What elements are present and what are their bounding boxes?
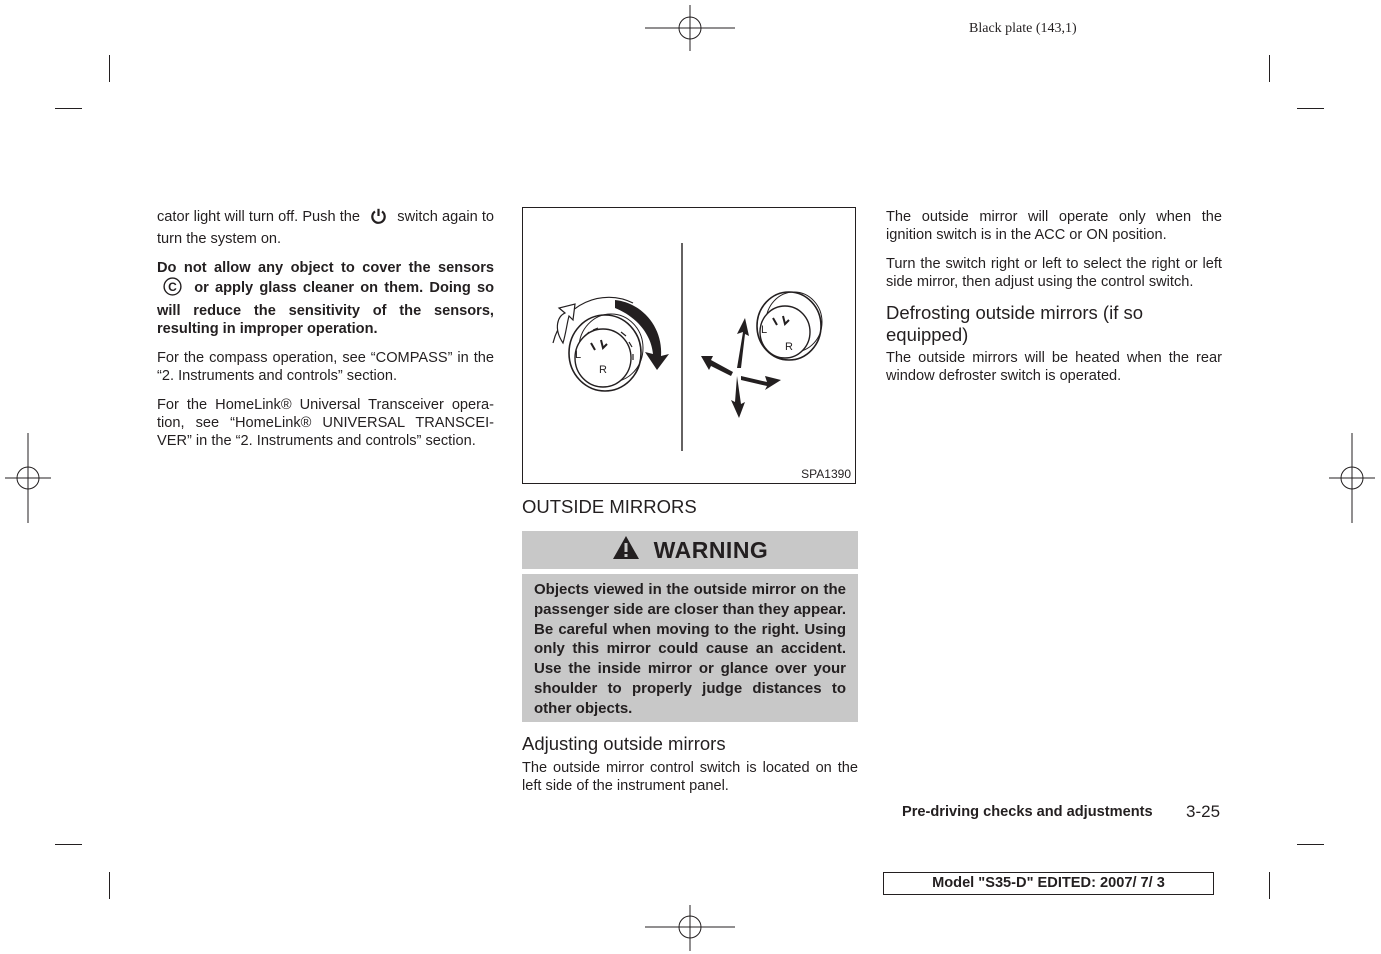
mirror-switch-figure — [522, 207, 856, 484]
svg-text:L: L — [761, 324, 768, 336]
text: or apply glass cleaner on them. Doing so will reduce the sensitivity of the sensors, resulting in improper operation. — [157, 280, 494, 337]
mirror-switch-illustration — [523, 208, 855, 483]
left-column — [157, 208, 494, 461]
crop-mark — [109, 55, 110, 82]
paragraph-caution — [157, 259, 494, 338]
subheading-adjusting: Adjusting outside mirrors — [522, 733, 726, 754]
text: Do not allow any object to cover the sensors — [157, 260, 494, 277]
svg-text:R: R — [599, 364, 607, 376]
paragraph-defrosting: The outside mirrors will be heated when the rear window defroster switch is operated. — [886, 350, 1222, 385]
plate-label: Black plate (143,1) — [969, 21, 1077, 36]
subheading-defrosting: Defrosting outside mirrors (if so equipped) — [886, 302, 1144, 346]
svg-text:R: R — [785, 341, 793, 353]
svg-text:C: C — [168, 280, 177, 295]
crop-mark — [1297, 844, 1324, 845]
paragraph-compass: For the compass operation, see “COMPASS” in the “2. Instruments and controls” section. — [157, 349, 494, 385]
section-heading-outside-mirrors: OUTSIDE MIRRORS — [522, 496, 697, 517]
registration-mark-bottom — [645, 905, 735, 951]
paragraph-indicator — [157, 208, 494, 249]
svg-text:L: L — [575, 349, 582, 361]
crop-mark — [55, 844, 82, 845]
figure-label: SPA1390 — [801, 467, 851, 481]
model-edit-box: Model "S35-D" EDITED: 2007/ 7/ 3 — [883, 872, 1214, 895]
warning-header — [522, 531, 858, 569]
text: cator light will turn off. Push the — [157, 209, 361, 225]
registration-mark-right — [1329, 433, 1375, 523]
warning-title: WARNING — [653, 536, 769, 563]
paragraph-select: Turn the switch right or left to select the right or left side mirror, then adjust using the control switch. — [886, 256, 1222, 291]
text: switch again to turn the system on. — [157, 209, 494, 248]
crop-mark — [1269, 55, 1270, 82]
warning-triangle-icon — [612, 535, 640, 565]
registration-mark-left — [5, 433, 51, 523]
crop-mark — [1269, 872, 1270, 899]
registration-mark-top — [645, 5, 735, 51]
crop-mark — [55, 108, 82, 109]
page-number: 3-25 — [1186, 802, 1221, 821]
paragraph-adjusting: The outside mirror control switch is located on the left side of the instrument panel. — [522, 760, 858, 795]
knob-left-illustration — [553, 297, 669, 391]
power-icon — [370, 208, 387, 230]
paragraph-operate: The outside mirror will operate only when the ignition switch is in the ACC or ON position. — [886, 209, 1222, 244]
right-column — [886, 208, 1222, 396]
crop-mark — [1297, 108, 1324, 109]
warning-text: Objects viewed in the outside mirror on the passenger side are closer than they appear. Be careful when moving to the right. Using only this mirror could cause an accident. Use the inside mirror or glance over your shoulder to properly judge distances to other objects. — [522, 574, 858, 722]
compass-c-icon — [163, 277, 182, 301]
knob-right-illustration — [701, 292, 822, 418]
footer-section-title: Pre-driving checks and adjustments — [902, 804, 1153, 820]
crop-mark — [109, 872, 110, 899]
paragraph-homelink: For the HomeLink® Universal Transceiver opera-tion, see “HomeLink® UNIVERSAL TRANSCEI-VER” in the “2. Instruments and controls” section. — [157, 396, 494, 450]
